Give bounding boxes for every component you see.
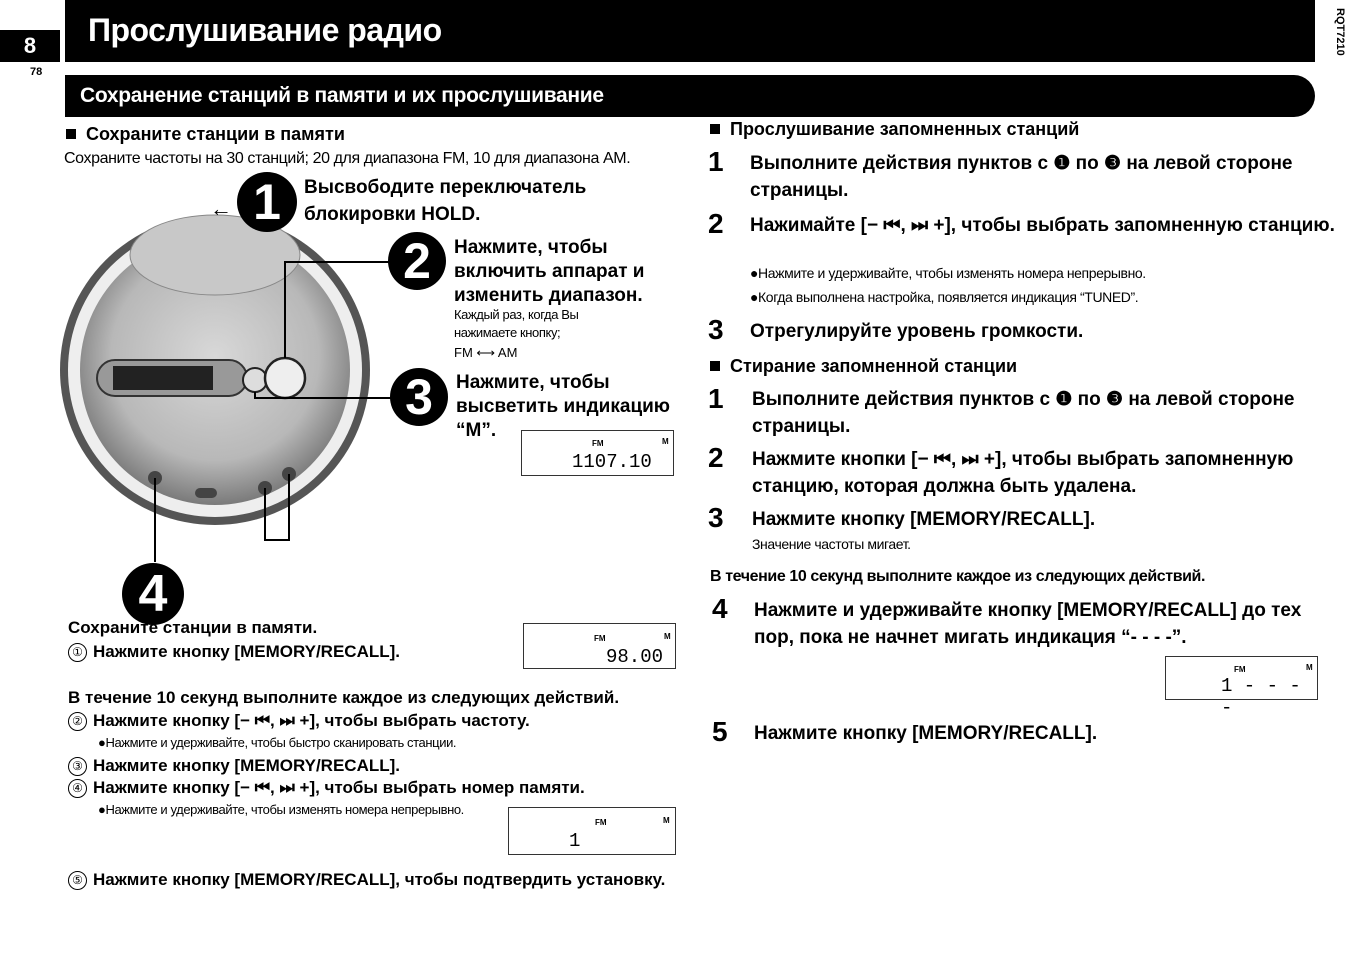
left-step-4-note: ●Нажмите и удерживайте, чтобы изменять номера непрерывно.: [98, 802, 464, 817]
arrow-left-icon: ←: [210, 196, 232, 221]
erase-step-3-num: 3: [708, 502, 724, 533]
listen-step-3-num: 3: [708, 314, 724, 345]
callout-4-badge: 4: [122, 563, 184, 625]
circled-2: ②: [68, 712, 87, 731]
lcd-display-4: [1165, 656, 1318, 719]
erase-step-1-num: 1: [708, 383, 724, 414]
left-step-2: ② Нажмите кнопку [− ⏮, ⏭ +], чтобы выбрать частоту.: [68, 709, 530, 733]
erase-step-3-note: Значение частоты мигает.: [752, 536, 911, 552]
page-title: Прослушивание радио: [88, 12, 442, 48]
doc-code: RQT7210: [1334, 8, 1346, 56]
bullet-square-icon: [710, 361, 720, 371]
lcd-3-m-label: M: [663, 816, 670, 825]
lcd-2-value: 98.00: [606, 646, 664, 668]
circled-3: ③: [68, 757, 87, 776]
memory-button[interactable]: [243, 368, 267, 392]
erase-step-3-text: Нажмите кнопку [MEMORY/RECALL].: [752, 509, 1096, 530]
callout-3-badge: 3: [390, 368, 448, 426]
save-step-1: ① Нажмите кнопку [MEMORY/RECALL].: [68, 640, 400, 664]
lcd-1-value: 1107.10: [572, 451, 652, 473]
erase-step-2-text: Нажмите кнопки [− ⏮, ⏭ +], чтобы выбрать запомненную станцию, которая должна быть удалена.: [752, 449, 1294, 497]
callout-2-note: Каждый раз, когда Вы нажимаете кнопку;: [454, 307, 579, 340]
section-title: Сохранение станций в памяти и их прослушивание: [80, 84, 604, 107]
lcd-display-3: [508, 807, 676, 855]
lcd-4-value: 1 - - - -: [1221, 675, 1301, 719]
listen-step-2-num: 2: [708, 208, 724, 239]
left-heading: Сохраните станции в памяти: [66, 124, 345, 145]
erase-step-4-text: Нажмите и удерживайте кнопку [MEMORY/RECALL] до тех пор, пока не начнет мигать индикация “- - - -”.: [754, 600, 1302, 648]
lcd-display-2: [523, 623, 676, 669]
bullet-square-icon: [66, 129, 76, 139]
lcd-3-value: 1: [569, 830, 581, 852]
right-heading-2: Стирание запомненной станции: [710, 356, 1017, 377]
device-display-window: [113, 366, 213, 390]
erase-step-5-text: Нажмите кнопку [MEMORY/RECALL].: [754, 723, 1098, 744]
callout-1-badge: 1: [237, 172, 297, 232]
left-step-2-note: ●Нажмите и удерживайте, чтобы быстро сканировать станции.: [98, 735, 457, 750]
lcd-4-m-label: M: [1306, 663, 1313, 672]
erase-step-2-num: 2: [708, 442, 724, 473]
page-number: 8: [0, 30, 60, 62]
erase-step-5-num: 5: [712, 716, 728, 747]
callout-2-text: Нажмите, чтобы включить аппарат и изменить диапазон.: [454, 237, 645, 306]
page-sub-number: 78: [30, 66, 43, 78]
circled-1: ①: [68, 643, 87, 662]
listen-step-2-text: Нажимайте [− ⏮, ⏭ +], чтобы выбрать запомненную станцию.: [750, 215, 1335, 236]
right-heading-1: Прослушивание запомненных станций: [710, 119, 1079, 140]
lcd-1-m-label: M: [662, 437, 669, 446]
erase-step-1-text: Выполните действия пунктов с ❶ по ❸ на левой стороне страницы.: [752, 389, 1295, 437]
listen-step-1-num: 1: [708, 146, 724, 177]
circled-4: ④: [68, 779, 87, 798]
callout-2-band: FM ⟷ AM: [454, 345, 518, 360]
left-step-5: ⑤ Нажмите кнопку [MEMORY/RECALL], чтобы подтвердить установку.: [68, 868, 665, 892]
listen-step-1-text: Выполните действия пунктов с ❶ по ❸ на левой стороне страницы.: [750, 153, 1293, 201]
lcd-3-fm-label: FM: [595, 818, 607, 827]
listen-step-2-note-1: ●Нажмите и удерживайте, чтобы изменять номера непрерывно.: [750, 265, 1146, 281]
left-intro: Сохраните частоты на 30 станций; 20 для диапазона FM, 10 для диапазона AM.: [64, 150, 631, 167]
left-step-3: ③ Нажмите кнопку [MEMORY/RECALL].: [68, 754, 400, 778]
save-title: Сохраните станции в памяти.: [68, 618, 318, 637]
lcd-4-fm-label: FM: [1234, 665, 1246, 674]
callout-3-text: Нажмите, чтобы высветить индикацию “M”.: [456, 372, 671, 441]
erase-step-4-num: 4: [712, 593, 728, 624]
lcd-display-1: [521, 430, 674, 476]
callout-1-text: Высвободите переключатель блокировки HOLD.: [304, 177, 587, 225]
bullet-square-icon: [710, 124, 720, 134]
left-within-10s: В течение 10 секунд выполните каждое из следующих действий.: [68, 688, 620, 707]
circled-5: ⑤: [68, 871, 87, 890]
lcd-2-fm-label: FM: [594, 634, 606, 643]
callout-2-badge: 2: [388, 232, 446, 290]
listen-step-2-note-2: ●Когда выполнена настройка, появляется индикация “TUNED”.: [750, 289, 1139, 305]
stop-button[interactable]: [195, 488, 217, 498]
left-step-4: ④ Нажмите кнопку [− ⏮, ⏭ +], чтобы выбрать номер памяти.: [68, 776, 585, 800]
lcd-1-fm-label: FM: [592, 439, 604, 448]
right-within-10s: В течение 10 секунд выполните каждое из следующих действий.: [710, 568, 1206, 585]
listen-step-3-text: Отрегулируйте уровень громкости.: [750, 321, 1084, 342]
lcd-2-m-label: M: [664, 632, 671, 641]
band-button[interactable]: [265, 358, 305, 398]
